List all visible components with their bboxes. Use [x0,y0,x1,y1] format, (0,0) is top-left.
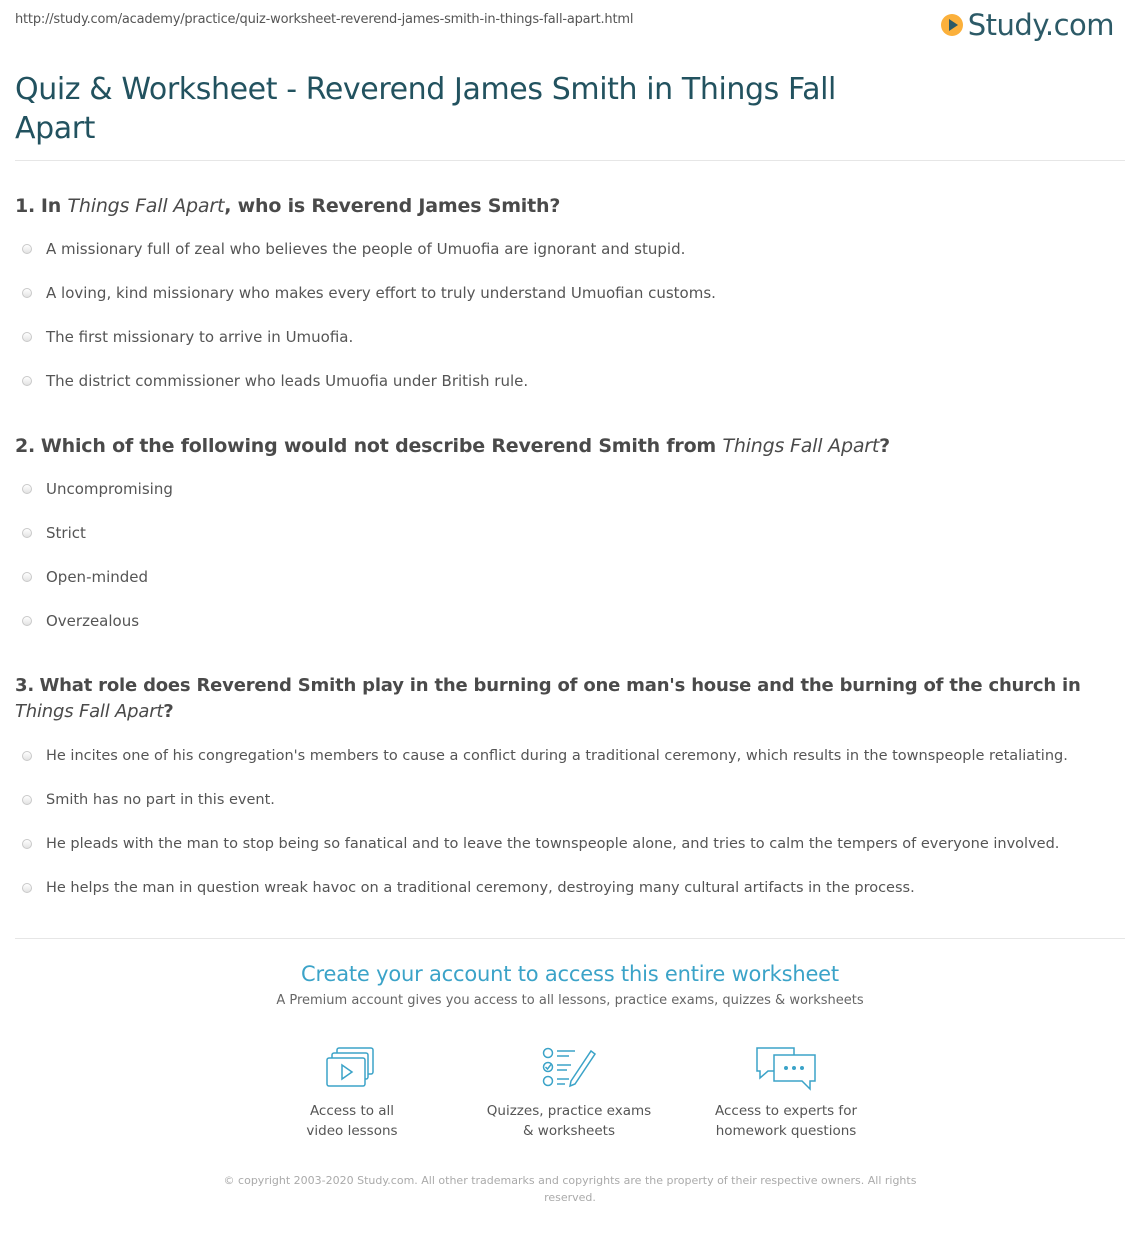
question-1: 1. In Things Fall Apart, who is Reverend James Smith? [15,195,561,217]
copyright-footer: © copyright 2003-2020 Study.com. All other trademarks and copyrights are the property of their respective owners. All rights reserved. [223,1174,917,1204]
question-3: 3. What role does Reverend Smith play in the burning of one man's house and the burning of the church in Things Fall Apart? [15,675,1081,722]
radio-button[interactable] [22,528,32,538]
page-title: Quiz & Worksheet - Reverend James Smith in Things Fall Apart [15,72,836,146]
create-account-link[interactable]: Create your account to access this entire worksheet [301,962,839,986]
feature-video-lessons: Access to all video lessons [252,1045,452,1141]
radio-button[interactable] [22,572,32,582]
radio-button[interactable] [22,839,32,849]
quiz-checklist-icon [541,1045,597,1091]
study-logo[interactable] [941,6,1114,44]
page-url: http://study.com/academy/practice/quiz-worksheet-reverend-james-smith-in-things-fall-apart.html [15,12,634,27]
answer-option[interactable]: Strict [22,524,86,542]
radio-button[interactable] [22,244,32,254]
answer-option[interactable]: He incites one of his congregation's members to cause a conflict during a traditional ceremony, which results in the townspeople retaliating. [22,748,1068,764]
play-logo-icon [941,14,963,36]
radio-button[interactable] [22,616,32,626]
question-2: 2. Which of the following would not describe Reverend Smith from Things Fall Apart? [15,435,890,457]
logo-text: Study.com [967,8,1114,42]
feature-quizzes: Quizzes, practice exams & worksheets [469,1045,669,1141]
radio-button[interactable] [22,288,32,298]
answer-option[interactable]: Uncompromising [22,480,173,498]
radio-button[interactable] [22,751,32,761]
radio-button[interactable] [22,332,32,342]
radio-button[interactable] [22,795,32,805]
divider [15,160,1125,161]
feature-experts: Access to experts for homework questions [686,1045,886,1141]
answer-option[interactable]: A loving, kind missionary who makes every effort to truly understand Umuofian customs. [22,284,716,302]
answer-option[interactable]: A missionary full of zeal who believes the people of Umuofia are ignorant and stupid. [22,240,685,258]
chat-bubbles-icon [754,1045,818,1091]
radio-button[interactable] [22,484,32,494]
divider [15,938,1125,939]
answer-option[interactable]: Overzealous [22,612,139,630]
answer-option[interactable]: The first missionary to arrive in Umuofia. [22,328,353,346]
answer-option[interactable]: He helps the man in question wreak havoc on a traditional ceremony, destroying many cultural artifacts in the process. [22,880,915,896]
video-lessons-icon [325,1045,379,1091]
radio-button[interactable] [22,883,32,893]
answer-option[interactable]: Smith has no part in this event. [22,792,275,808]
answer-option[interactable]: The district commissioner who leads Umuofia under British rule. [22,372,528,390]
radio-button[interactable] [22,376,32,386]
answer-option[interactable]: Open-minded [22,568,148,586]
cta-subtitle: A Premium account gives you access to all lessons, practice exams, quizzes & worksheets [276,993,864,1008]
answer-option[interactable]: He pleads with the man to stop being so fanatical and to leave the townspeople alone, and tries to calm the tempers of everyone involved. [22,836,1059,852]
